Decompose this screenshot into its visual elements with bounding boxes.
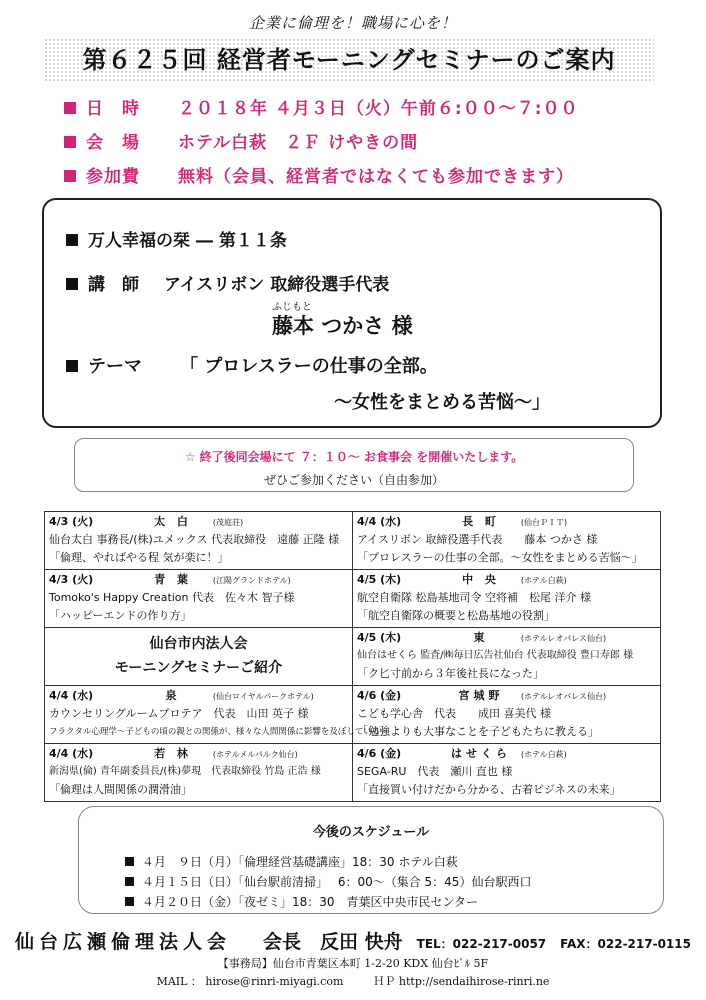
info-date: [64, 94, 579, 119]
seminars-intro-line1: 仙台市内法人会: [149, 636, 248, 652]
seminar-date: 4/5 (木): [357, 631, 402, 644]
seminar-name: 泉: [165, 689, 181, 702]
info-fee: [64, 162, 574, 187]
seminar-speaker: 仙台はせくら 監査/㈱毎日広告社仙台 代表取締役 豊口寿郎 様: [357, 650, 634, 661]
seminar-cell: [353, 628, 661, 686]
seminar-speaker: カウンセリングルームプロテア 代表 山田 英子 様: [49, 707, 309, 720]
square-bullet-icon: [125, 857, 134, 866]
info-venue-value: ホテル白萩 ２Ｆ けやきの間: [178, 133, 419, 153]
theme-title: 「 プロレスラーの仕事の全部。: [180, 356, 438, 377]
speaker-label: 講 師: [88, 275, 139, 295]
seminar-venue: (茂庭荘): [212, 518, 244, 527]
seminar-name: 青 葉: [154, 573, 192, 586]
seminar-speaker: SEGA-RU 代表 瀬川 直也 様: [357, 765, 513, 778]
seminar-venue: (江陽グランドホテル): [212, 576, 291, 585]
homepage: ＨＰ http://sendaihirose-rinri.ne: [373, 975, 550, 988]
seminar-topic: 「倫理、やればやる程 気が楽に！」: [49, 551, 229, 564]
info-venue: [64, 128, 418, 153]
seminar-date: 4/5 (木): [357, 573, 402, 586]
organization-line: [0, 927, 706, 954]
dinner-notice: [74, 438, 634, 492]
seminar-venue: (ホテルメルパルク仙台): [212, 750, 298, 759]
tagline: 企業に倫理を！職場に心を！: [248, 14, 457, 32]
seminar-venue: (仙台ＰＩＴ): [520, 518, 568, 527]
seminar-venue: (ホテル白萩): [520, 750, 567, 759]
seminar-name: 太 白: [154, 515, 192, 528]
lecture-text: 万人幸福の栞 ― 第１１条: [88, 231, 287, 251]
square-bullet-icon: [64, 136, 76, 148]
fax: FAX：022-217-0115: [560, 937, 691, 951]
seminar-venue: (ホテル白萩): [520, 576, 567, 585]
square-bullet-icon: [66, 360, 78, 372]
seminars-intro: [45, 628, 353, 686]
seminar-name: 長 町: [462, 515, 500, 528]
seminar-cell: [353, 686, 661, 744]
seminar-topic: 「直接買い付けだから分かる、古着ビジネスの未来」: [357, 783, 621, 796]
seminar-speaker: こども学心舎 代表 成田 喜美代 様: [357, 707, 551, 720]
seminar-date: 4/3 (火): [49, 573, 94, 586]
seminar-table: [44, 511, 661, 802]
square-bullet-icon: [125, 877, 134, 886]
seminar-topic: 「勉強よりも大事なことを子どもたちに教える」: [357, 725, 599, 738]
seminar-speaker: アイスリボン 取締役選手代表 藤本 つかさ 様: [357, 533, 598, 546]
page-title: 第６２５回 経営者モーニングセミナーのご案内: [44, 38, 654, 82]
seminar-venue: (ホテルレオパレス仙台): [520, 692, 607, 701]
seminar-date: 4/4 (水): [49, 747, 94, 760]
schedule-item-text: ４月１５日（日）「仙台駅前清掃」 6：00～（集合 5：45）仙台駅西口: [142, 875, 532, 889]
seminar-name: 若 林: [154, 747, 192, 760]
seminar-speaker: Tomoko's Happy Creation 代表 佐々木 智子様: [49, 591, 295, 604]
phone: TEL：022-217-0057: [416, 937, 547, 951]
theme-subtitle: ～女性をまとめる苦悩～」: [334, 392, 550, 413]
seminar-topic: フラクタル心理学～子どもの頃の親との関係が、様々な人間関係に影響を及ぼしている～: [49, 727, 389, 737]
square-bullet-icon: [64, 102, 76, 114]
seminar-cell: [353, 512, 661, 570]
seminar-speaker: 仙台太白 事務長/(株)ユメックス 代表取締役 遠藤 正隆 様: [49, 533, 340, 546]
seminar-date: 4/3 (火): [49, 515, 94, 528]
lecture-box: [42, 198, 662, 428]
square-bullet-icon: [66, 234, 78, 246]
seminar-topic: 「ク匕寸前から３年後社長になった」: [357, 667, 544, 680]
seminar-cell: [45, 570, 353, 628]
speaker-ruby: ふじもと: [272, 302, 312, 313]
square-bullet-icon: [66, 278, 78, 290]
schedule-item-text: ４月 ９日（月）「倫理経営基礎講座」18：30 ホテル白萩: [142, 855, 458, 869]
organization-name: 仙台広瀬倫理法人会: [15, 931, 232, 953]
info-date-label: 日 時: [86, 99, 140, 119]
contact-line: [0, 973, 706, 989]
seminar-cell: [353, 570, 661, 628]
seminar-name: 東: [473, 631, 489, 644]
schedule-title: 今後のスケジュール: [312, 825, 430, 840]
seminar-cell: [353, 744, 661, 802]
schedule-item: [125, 893, 478, 910]
seminar-date: 4/6 (金): [357, 747, 402, 760]
seminar-date: 4/6 (金): [357, 689, 402, 702]
seminar-cell: [45, 744, 353, 802]
schedule-item: [125, 873, 531, 890]
seminar-cell: [45, 512, 353, 570]
schedule-item-text: ４月２０日（金）「夜ゼミ」18：30 青葉区中央市民センター: [142, 895, 479, 909]
seminar-date: 4/4 (水): [357, 515, 402, 528]
info-venue-label: 会 場: [86, 133, 140, 153]
square-bullet-icon: [125, 897, 134, 906]
info-fee-label: 参加費: [86, 167, 140, 187]
speaker-line: [66, 270, 389, 295]
speaker-name: 藤本 つかさ 様: [272, 314, 413, 338]
seminar-speaker: 航空自衛隊 松島基地司令 空将補 松尾 洋介 様: [357, 591, 591, 604]
office-address: 【事務局】仙台市青葉区本町 1-2-20 KDX 仙台ﾋﾞﾙ 5F: [217, 957, 489, 970]
schedule-box: [78, 806, 664, 914]
seminar-topic: 「ハッピーエンドの作り方」: [49, 609, 192, 622]
theme-line: [66, 352, 438, 378]
square-bullet-icon: [64, 170, 76, 182]
speaker-org: アイスリボン 取締役選手代表: [164, 275, 390, 295]
lecture-text-line: [66, 226, 287, 251]
seminar-venue: (ホテルレオパレス仙台): [520, 634, 607, 643]
seminar-name: はせくら: [451, 747, 511, 760]
dinner-subtext: ぜひご参加ください（自由参加）: [263, 473, 444, 487]
email: MAIL ： hirose@rinri-miyagi.com: [156, 975, 344, 988]
dinner-text: ☆ 終了後同会場にて ７：１０～ お食事会 を開催いたします。: [184, 450, 524, 464]
theme-label: テーマ: [88, 356, 142, 377]
info-fee-value: 無料（会員、経営者ではなくても参加できます）: [178, 167, 574, 187]
seminar-venue: (仙台ロイヤルパークホテル): [212, 692, 314, 701]
seminar-topic: 「倫理は人間関係の潤滑油」: [49, 783, 192, 796]
seminar-speaker: 新潟県(倫) 青年副委員長/(株)夢現 代表取締役 竹島 正浩 様: [49, 766, 321, 777]
seminar-topic: 「プロレスラーの仕事の全部。～女性をまとめる苦悩～」: [357, 551, 643, 564]
info-date-value: ２０１８年 ４月３日（火）午前６:００～７:００: [178, 99, 579, 119]
schedule-item: [125, 853, 458, 870]
chairman: 会長 反田 快舟: [263, 931, 403, 953]
seminar-name: 宮城野: [458, 689, 504, 702]
seminar-name: 中 央: [462, 573, 500, 586]
seminar-date: 4/4 (水): [49, 689, 94, 702]
seminar-topic: 「航空自衛隊の概要と松島基地の役割」: [357, 609, 555, 622]
seminars-intro-line2: モーニングセミナーご紹介: [114, 660, 283, 676]
